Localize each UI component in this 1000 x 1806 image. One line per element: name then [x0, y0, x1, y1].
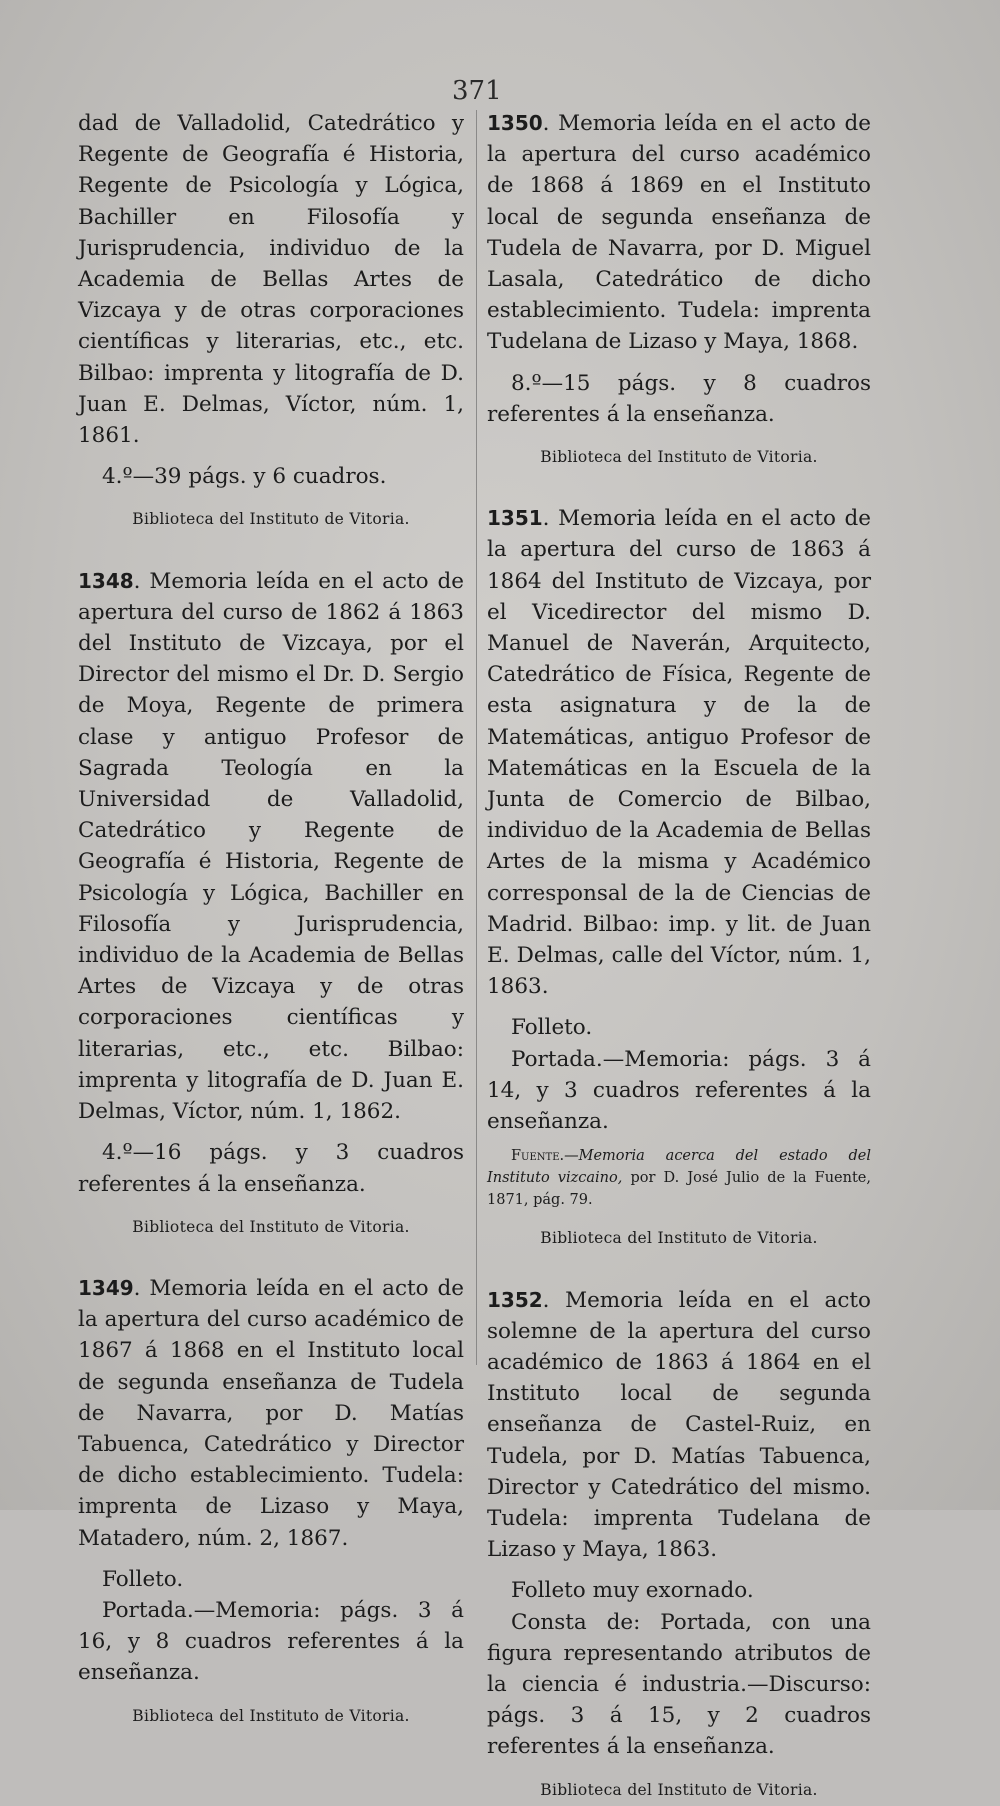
library-line: Biblioteca del Instituto de Vitoria.: [540, 1229, 818, 1248]
entry-number: 1348: [78, 568, 134, 593]
entry-text: 1350. Memoria leída en el acto de la apertura del curso académico de 1868 á 1869 en el Instituto local de segunda enseñanza de Tudela de Navarra, por D. Miguel Lasala, Catedrático de dicho establecimiento. Tudela: imprenta Tudelana de Lizaso y Maya, 1868.: [487, 111, 872, 355]
entry-body: Memoria leída en el acto de la apertura del curso académico de 1867 á 1868 en el Instituto local de segunda enseñanza de Tudela de Navarra, por D. Matías Tabuenca, Catedrático y Director de dicho establecimiento. Tudela: imprenta de Lizaso y Maya, Matadero, núm. 2, 1867.: [78, 1275, 464, 1551]
continuation-text: dad de Valladolid, Catedrático y Regente de Geografía é Historia, Regente de Psicología y Lógica, Bachiller en Filosofía y Jurisprudencia, individuo de la Academia de Bellas Artes de Vizcaya y de otras corporaciones científicas y literarias, etc., etc. Bilbao: imprenta y litografía de D. Juan E. Delmas, Víctor, núm. 1, 1861.: [78, 111, 464, 449]
entry-1350: [487, 108, 871, 473]
source-label: Fuente.: [511, 1148, 565, 1165]
library-line: Biblioteca del Instituto de Vitoria.: [132, 1706, 410, 1725]
entry-desc: Folleto muy exornado.: [511, 1578, 754, 1604]
library-line: Biblioteca del Instituto de Vitoria.: [132, 510, 410, 529]
entry-number: 1352: [487, 1287, 543, 1312]
entry-text: 1348. Memoria leída en el acto de apertura del curso de 1862 á 1863 del Instituto de Vizcaya, por el Director del mismo el Dr. D. Sergio de Moya, Regente de primera clase y antiguo Profesor de Sagrada Teología en la Universidad de Valladolid, Catedrático y Regente de Geografía é Historia, Regente de Psicología y Lógica, Bachiller en Filosofía y Jurisprudencia, individuo de la Academia de Bellas Artes de Vizcaya y de otras corporaciones científicas y literarias, etc., etc. Bilbao: imprenta y litografía de D. Juan E. Delmas, Víctor, núm. 1, 1862.: [78, 568, 464, 1125]
entry-desc: Portada.—Memoria: págs. 3 á 14, y 3 cuadros referentes á la enseñanza.: [487, 1046, 871, 1135]
entry-body: Memoria leída en el acto solemne de la apertura del curso académico de 1863 á 1864 en el Instituto local de segunda enseñanza de Castel-Ruiz, en Tudela, por D. Matías Tabuenca, Director y Catedrático del mismo. Tudela: imprenta Tudelana de Lizaso y Maya, 1863.: [487, 1287, 871, 1563]
entry-1348: [78, 566, 464, 1243]
entry-1352: [487, 1285, 871, 1806]
entry-desc: Folleto.: [102, 1566, 184, 1592]
entry-body: Memoria leída en el acto de apertura del curso de 1862 á 1863 del Instituto de Vizcaya, por el Director del mismo el Dr. D. Sergio de Moya, Regente de primera clase y antiguo Profesor de Sagrada Teología en la Universidad de Valladolid, Catedrático y Regente de Geografía é Historia, Regente de Psicología y Lógica, Bachiller en Filosofía y Jurisprudencia, individuo de la Academia de Bellas Artes de Vizcaya y de otras corporaciones científicas y literarias, etc., etc. Bilbao: imprenta y litografía de D. Juan E. Delmas, Víctor, núm. 1, 1862.: [78, 568, 464, 1125]
entry-number: 1350: [487, 111, 543, 135]
entry-desc: 8.º—15 págs. y 8 cuadros referentes á la enseñanza.: [487, 370, 871, 427]
entry-number: 1351: [487, 506, 543, 531]
entry-desc: Consta de: Portada, con una figura representando atributos de la ciencia é industria.—Discurso: págs. 3 á 15, y 2 cuadros referentes á la enseñanza.: [487, 1609, 871, 1760]
source-rest: por D. José Julio de la Fuente, 1871, pág. 79.: [487, 1170, 871, 1209]
entry-text: 1352. Memoria leída en el acto solemne de la apertura del curso académico de 1863 á 1864 en el Instituto local de segunda enseñanza de Castel-Ruiz, en Tudela, por D. Matías Tabuenca, Director y Catedrático del mismo. Tudela: imprenta Tudelana de Lizaso y Maya, 1863.: [487, 1287, 871, 1563]
entry-body: Memoria leída en el acto de la apertura del curso de 1863 á 1864 del Instituto de Vizcaya, por el Vicedirector del mismo D. Manuel de Naverán, Arquitecto, Catedrático de Física, Regente de esta asignatura y de la de Matemáticas, antiguo Profesor de Matemáticas en la Escuela de la Junta de Comercio de Bilbao, individuo de la Academia de Bellas Artes de la misma y Académico corresponsal de la de Ciencias de Madrid. Bilbao: imp. y lit. de Juan E. Delmas, calle del Víctor, núm. 1, 1863.: [487, 506, 872, 1000]
entry-1349: [78, 1273, 464, 1732]
column-divider: [476, 110, 477, 1365]
left-column: [78, 108, 464, 1732]
right-column: [487, 108, 871, 1806]
entry-desc: 4.º—39 págs. y 6 cuadros.: [102, 464, 387, 490]
library-line: Biblioteca del Instituto de Vitoria.: [540, 448, 818, 467]
entry-body: Memoria leída en el acto de la apertura del curso académico de 1868 á 1869 en el Instituto local de segunda enseñanza de Tudela de Navarra, por D. Miguel Lasala, Catedrático de dicho establecimiento. Tudela: imprenta Tudelana de Lizaso y Maya, 1868.: [487, 111, 872, 355]
entry-desc: Folleto.: [511, 1015, 593, 1041]
entry-1351: [487, 503, 871, 1254]
page-number: 371: [452, 76, 502, 106]
entry-text: 1351. Memoria leída en el acto de la apertura del curso de 1863 á 1864 del Instituto de Vizcaya, por el Vicedirector del mismo D. Manuel de Naverán, Arquitecto, Catedrático de Física, Regente de esta asignatura y de la de Matemáticas, antiguo Profesor de Matemáticas en la Escuela de la Junta de Comercio de Bilbao, individuo de la Academia de Bellas Artes de la misma y Académico corresponsal de la de Ciencias de Madrid. Bilbao: imp. y lit. de Juan E. Delmas, calle del Víctor, núm. 1, 1863.: [487, 506, 872, 1000]
library-line: Biblioteca del Instituto de Vitoria.: [132, 1217, 410, 1236]
entry-desc: Portada.—Memoria: págs. 3 á 16, y 8 cuadros referentes á la enseñanza.: [78, 1597, 464, 1686]
source-note: [487, 1145, 871, 1211]
source-work: —Memoria acerca del estado del Instituto vizcaino,: [487, 1148, 871, 1187]
entry-text: 1349. Memoria leída en el acto de la apertura del curso académico de 1867 á 1868 en el Instituto local de segunda enseñanza de Tudela de Navarra, por D. Matías Tabuenca, Catedrático y Director de dicho establecimiento. Tudela: imprenta de Lizaso y Maya, Matadero, núm. 2, 1867.: [78, 1275, 464, 1551]
library-line: Biblioteca del Instituto de Vitoria.: [540, 1780, 818, 1799]
entry-desc: 4.º—16 págs. y 3 cuadros referentes á la enseñanza.: [78, 1140, 464, 1197]
entry-number: 1349: [78, 1275, 134, 1300]
